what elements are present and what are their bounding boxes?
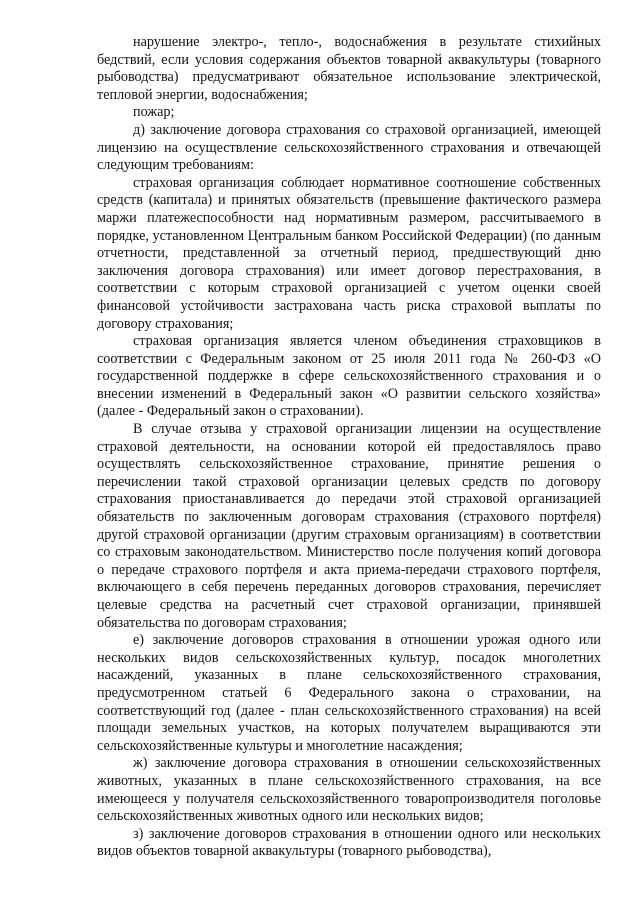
paragraph-license-revocation: В случае отзыва у страховой организации лицензии на осуществление страховой деятельности, на основании которой ей предоставлялось право осуществлять сельскохозяйственное страхование, принятие решения о перечислении такой страховой организации целевых средств по договору страхования приостанавливается до передачи этой страховой организацией обязательств по заключенным договорам страхования (страхового портфеля) другой страховой организации (другим страховым организациям) в соответствии со страховым законодательством. Министерство после получения копий договора о передаче страхового портфеля и акта приема-передачи страхового портфеля, включающего в себя перечень переданных договоров страхования, перечисляет целевые средства на расчетный счет страховой организации, принявшей обязательства по договорам страхования;	[97, 421, 601, 631]
paragraph-item-zh: ж) заключение договора страхования в отношении сельскохозяйственных животных, указанных в плане сельскохозяйственного страхования, на все имеющееся у получателя сельскохозяйственного товаропроизводителя поголовье сельскохозяйственных животных одного или нескольких видов;	[97, 755, 601, 825]
paragraph-item-z: з) заключение договоров страхования в отношении одного или нескольких видов объектов товарной аквакультуры (товарного рыбоводства),	[97, 825, 601, 860]
paragraph-membership-requirement: страховая организация является членом объединения страховщиков в соответствии с Федеральным законом от 25 июля 2011 года № 260-ФЗ «О государственной поддержке в сфере сельскохозяйственного страхования и о внесении изменений в Федеральный закон «О развитии сельского хозяйства» (далее - Федеральный закон о страховании).	[97, 333, 601, 420]
paragraph-utility-failure: нарушение электро-, тепло-, водоснабжения в результате стихийных бедствий, если условия содержания объектов товарной аквакультуры (товарного рыбоводства) предусматривают обязательное использование электрической, тепловой энергии, водоснабжения;	[97, 34, 601, 103]
document-page	[97, 34, 601, 861]
paragraph-item-e: е) заключение договоров страхования в отношении урожая одного или нескольких видов сельскохозяйственных культур, посадок многолетних насаждений, указанных в плане сельскохозяйственного страхования, предусмотренном статьей 6 Федерального закона о страховании, на соответствующий год (далее - план сельскохозяйственного страхования) на всей площади земельных участков, на которых получателем выращиваются эти сельскохозяйственные культуры и многолетние насаждения;	[97, 632, 601, 754]
paragraph-solvency-requirement: страховая организация соблюдает нормативное соотношение собственных средств (капитала) и принятых обязательств (превышение фактического размера маржи платежеспособности над нормативным размером, рассчитываемого в порядке, установленном Центральным банком Российской Федерации) (по данным отчетности, представленной за отчетный период, предшествующий дню заключения договора страхования) или имеет договор перестрахования, в соответствии с которым страховой организацией с учетом оценки своей финансовой устойчивости застрахована часть риска страховой выплаты по договору страхования;	[97, 174, 601, 332]
paragraph-item-d: д) заключение договора страхования со страховой организацией, имеющей лицензию на осуществление сельскохозяйственного страхования и отвечающей следующим требованиям:	[97, 121, 601, 174]
paragraph-fire: пожар;	[133, 104, 175, 121]
